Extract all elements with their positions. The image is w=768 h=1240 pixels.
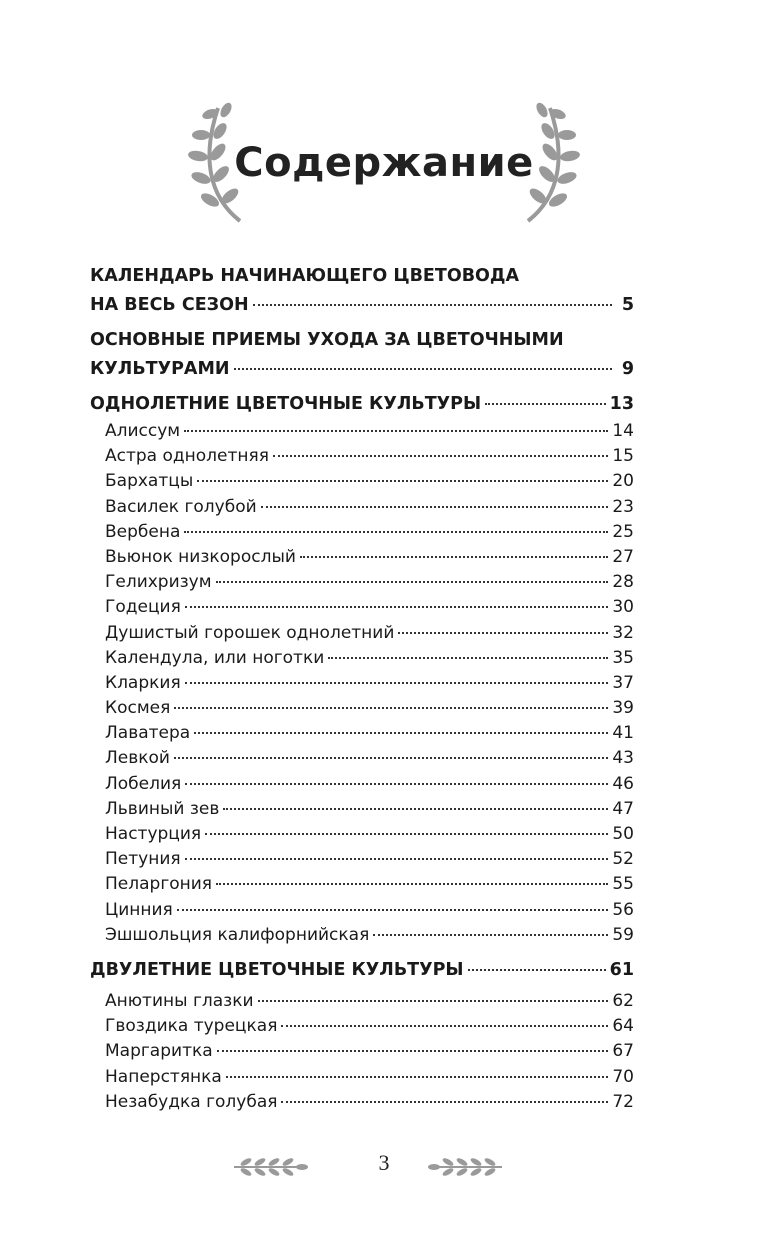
toc-item-page: 15	[612, 446, 634, 467]
leader-dots	[184, 430, 608, 432]
toc-item	[90, 469, 634, 494]
toc-section-entry	[90, 956, 634, 985]
toc-item-page: 43	[612, 748, 634, 769]
toc-item-page: 52	[612, 849, 634, 870]
toc-item-page: 32	[612, 622, 634, 643]
toc-item-page: 67	[612, 1041, 634, 1062]
toc-item-page: 50	[612, 824, 634, 844]
leader-dots	[185, 606, 609, 608]
laurel-right-icon	[510, 96, 580, 226]
toc-item-label: Незабудка голубая	[105, 1091, 278, 1112]
toc-item-page: 55	[612, 874, 634, 895]
leader-dots	[373, 934, 608, 936]
toc-section-title: КАЛЕНДАРЬ НАЧИНАЮЩЕГО ЦВЕТОВОДА	[90, 266, 520, 286]
leader-dots	[253, 304, 612, 306]
leader-dots	[258, 1000, 609, 1002]
toc-item-page: 41	[612, 723, 634, 744]
toc-item-page: 56	[612, 899, 634, 920]
toc-item-page: 62	[612, 990, 634, 1011]
toc-item-page: 23	[612, 496, 634, 517]
leader-dots	[216, 883, 608, 885]
toc-item	[90, 696, 634, 721]
toc-item	[90, 721, 634, 746]
toc-item	[90, 772, 634, 797]
toc-item-page: 39	[612, 698, 634, 719]
toc-item-label: Вербена	[105, 521, 181, 542]
leader-dots	[485, 403, 606, 405]
leader-dots	[398, 632, 608, 634]
leader-dots	[174, 757, 608, 759]
toc-entry-page: 61	[609, 959, 634, 980]
toc-item	[90, 495, 634, 520]
page-footer	[0, 1148, 768, 1188]
table-of-contents	[90, 262, 634, 1115]
toc-section-entry	[90, 291, 634, 320]
toc-item-page: 47	[612, 798, 634, 819]
leader-dots	[216, 581, 609, 583]
toc-item-page: 27	[612, 546, 634, 567]
toc-item-label: Левкой	[105, 748, 170, 769]
leader-dots	[226, 1076, 609, 1078]
toc-item-label: Кларкия	[105, 672, 181, 693]
toc-item-label: Алиссум	[105, 421, 181, 441]
toc-item-label: Бархатцы	[105, 471, 194, 492]
toc-section-entry	[90, 390, 634, 419]
leader-dots	[174, 707, 608, 709]
toc-item-label: Вьюнок низкорослый	[105, 546, 296, 567]
toc-item-page: 14	[612, 421, 634, 441]
toc-item-page: 70	[612, 1066, 634, 1087]
leader-dots	[194, 732, 608, 734]
toc-entry-page: 5	[621, 295, 634, 315]
page-header	[0, 96, 768, 236]
toc-section-entry	[90, 355, 634, 384]
leader-dots	[234, 368, 612, 370]
toc-item-page: 59	[612, 924, 634, 945]
leader-dots	[281, 1025, 608, 1027]
toc-item	[90, 671, 634, 696]
toc-item	[90, 989, 634, 1014]
toc-item-label: Пеларгония	[105, 874, 213, 895]
leader-dots	[468, 969, 606, 971]
toc-section-title: ОСНОВНЫЕ ПРИЕМЫ УХОДА ЗА ЦВЕТОЧНЫМИ	[90, 330, 564, 350]
toc-item-label: Наперстянка	[105, 1066, 222, 1087]
fern-right-icon	[428, 1154, 504, 1180]
leader-dots	[261, 506, 609, 508]
toc-item-label: Петуния	[105, 849, 181, 870]
leader-dots	[185, 783, 608, 785]
toc-item-label: Лобелия	[105, 773, 182, 794]
toc-item-label: Годеция	[105, 597, 181, 618]
toc-item-label: Космея	[105, 698, 171, 719]
leader-dots	[217, 1050, 609, 1052]
toc-item-label: Душистый горошек однолетний	[105, 622, 395, 643]
toc-item	[90, 898, 634, 923]
leader-dots	[328, 657, 608, 659]
toc-item-label: Гелихризум	[105, 572, 212, 593]
toc-item	[90, 444, 634, 469]
toc-item	[90, 1090, 634, 1115]
toc-item	[90, 847, 634, 872]
toc-item	[90, 545, 634, 570]
leader-dots	[185, 858, 609, 860]
toc-item-label: Маргаритка	[105, 1041, 213, 1062]
toc-item-label: Настурция	[105, 824, 202, 844]
toc-item	[90, 595, 634, 620]
toc-item-page: 25	[612, 521, 634, 542]
leader-dots	[223, 808, 608, 810]
toc-item	[90, 646, 634, 671]
toc-item	[90, 1039, 634, 1064]
leader-dots	[281, 1101, 608, 1103]
toc-item	[90, 621, 634, 646]
toc-item	[90, 872, 634, 897]
leader-dots	[273, 455, 608, 457]
toc-item	[90, 570, 634, 595]
leader-dots	[185, 682, 609, 684]
toc-item-label: Гвоздика турецкая	[105, 1016, 278, 1037]
toc-item-page: 35	[612, 647, 634, 668]
toc-entry-label: ДВУЛЕТНИЕ ЦВЕТОЧНЫЕ КУЛЬТУРЫ	[90, 959, 464, 980]
toc-item	[90, 923, 634, 948]
leader-dots	[184, 531, 608, 533]
toc-item-page: 30	[612, 597, 634, 618]
toc-item-label: Лаватера	[105, 723, 191, 744]
toc-item-label: Василек голубой	[105, 496, 257, 517]
toc-item-page: 28	[612, 572, 634, 593]
toc-item-page: 37	[612, 672, 634, 693]
toc-item-label: Анютины глазки	[105, 990, 254, 1011]
leader-dots	[177, 909, 609, 911]
leader-dots	[197, 480, 608, 482]
toc-item-page: 64	[612, 1016, 634, 1037]
toc-entry-page: 9	[621, 359, 634, 379]
toc-item-page: 20	[612, 471, 634, 492]
page-title: Содержание	[234, 140, 534, 186]
toc-item-label: Цинния	[105, 899, 173, 920]
toc-item	[90, 419, 634, 444]
leader-dots	[300, 556, 608, 558]
toc-entry-label: КУЛЬТУРАМИ	[90, 359, 230, 379]
page-number: 3	[378, 1150, 390, 1175]
toc-item	[90, 1014, 634, 1039]
toc-item-page: 72	[612, 1091, 634, 1112]
toc-item	[90, 746, 634, 771]
leader-dots	[205, 833, 608, 835]
toc-item	[90, 1065, 634, 1090]
toc-item	[90, 822, 634, 847]
toc-item	[90, 520, 634, 545]
toc-entry-label: ОДНОЛЕТНИЕ ЦВЕТОЧНЫЕ КУЛЬТУРЫ	[90, 394, 482, 414]
toc-item-page: 46	[612, 773, 634, 794]
toc-entry-label: НА ВЕСЬ СЕЗОН	[90, 295, 249, 315]
toc-item-label: Астра однолетняя	[105, 446, 269, 467]
toc-item	[90, 797, 634, 822]
toc-item-label: Львиный зев	[105, 798, 220, 819]
toc-item-label: Эшшольция калифорнийская	[105, 924, 370, 945]
toc-item-label: Календула, или ноготки	[105, 647, 325, 668]
toc-entry-page: 13	[609, 394, 634, 414]
